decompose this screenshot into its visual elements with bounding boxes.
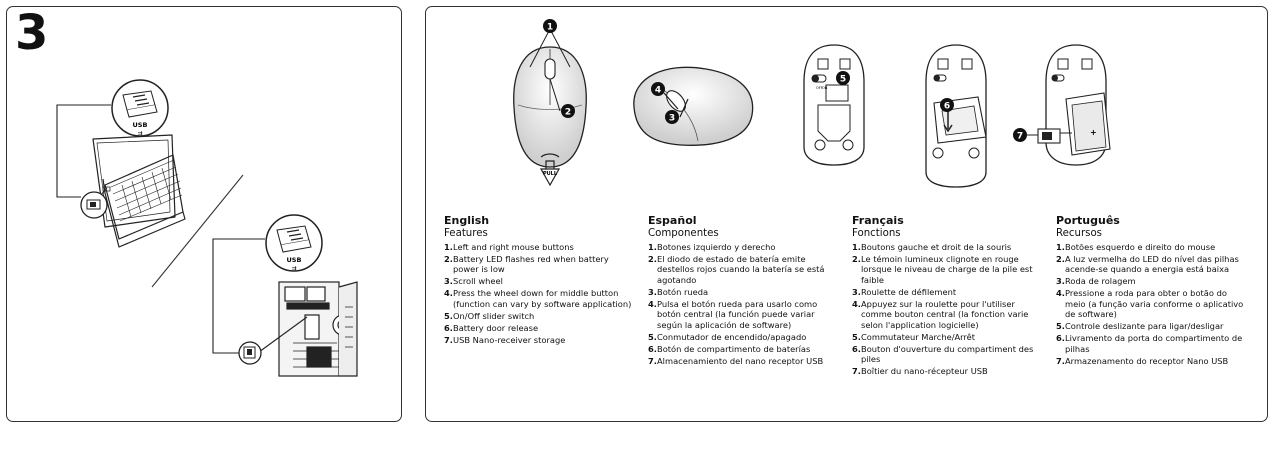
list-item: 5. Conmutador de encendido/apagado: [648, 331, 807, 342]
list-item: 2. Le témoin lumineux clignote en rouge lorsque le niveau de charge de la pile est faible: [852, 254, 1033, 285]
list-item: 1. Botões esquerdo e direito do mouse: [1056, 242, 1216, 252]
usb-trident-icon: ⇉: [137, 130, 143, 137]
language-title: English: [444, 214, 490, 227]
list-item: 1. Boutons gauche et droit de la souris: [852, 242, 1012, 252]
feature-list: [648, 242, 838, 366]
section-title: Componentes: [648, 228, 719, 239]
usb-label-2: USB: [286, 256, 302, 264]
list-item: 3. Botón rueda: [648, 286, 709, 297]
feature-list: [852, 242, 1042, 376]
pull-label: PULL: [542, 171, 558, 177]
list-item: 1. Botones izquierdo y derecho: [648, 242, 776, 252]
spanish-column: [648, 214, 838, 368]
list-item: 6. Bouton d'ouverture du compartiment des piles: [852, 343, 1034, 365]
step-3-panel: [6, 6, 402, 422]
list-item: 2. El diodo de estado de batería emite destellos rojos cuando la batería se está agotando: [648, 254, 825, 285]
battery-plus-icon: +: [1090, 128, 1097, 137]
list-item: 5. Controle deslizante para ligar/desligar: [1056, 321, 1224, 332]
step-number: 3: [15, 5, 48, 61]
list-item: 5. On/Off slider switch: [444, 310, 535, 321]
list-item: 4. Pulsa el botón rueda para usarlo como botón central (la función puede variar según la aplicación de software): [648, 298, 818, 330]
language-title: Português: [1056, 214, 1120, 227]
mouse-diagrams: [426, 7, 1269, 207]
list-item: 4. Pressione a roda para obter o botão do meio (a função varia conforme o aplicativo de software): [1056, 288, 1244, 320]
callout-4: 4: [654, 85, 662, 96]
callout-3: 3: [668, 113, 676, 124]
callout-7: 7: [1016, 131, 1024, 142]
list-item: 6. Battery door release: [444, 322, 539, 333]
list-item: 4. Appuyez sur la roulette pour l'utiliser comme bouton central (la fonction varie selon l'application logicielle): [852, 298, 1029, 330]
list-item: 1. Left and right mouse buttons: [444, 242, 574, 252]
feature-list: [444, 242, 634, 345]
mouse-bottom-view-receiver-storage: [1013, 45, 1110, 165]
features-panel: [425, 6, 1268, 422]
callout-6: 6: [943, 101, 951, 112]
laptop-illustration: [7, 7, 403, 423]
list-item: 6. Livramento da porta do compartimento de pilhas: [1056, 333, 1243, 354]
switch-on-label: ON: [822, 86, 828, 90]
french-column: [852, 214, 1042, 378]
callout-1: 1: [546, 22, 554, 33]
list-item: 7. Boîtier du nano-récepteur USB: [852, 366, 988, 377]
list-item: 2. A luz vermelha do LED do nível das pilhas acende-se quando a energia está baixa: [1056, 254, 1239, 275]
portuguese-column: [1056, 214, 1246, 368]
mouse-bottom-view-switch: [804, 45, 864, 165]
list-item: 3. Roulette de défilement: [852, 286, 957, 297]
mouse-top-view: [514, 19, 587, 185]
list-item: 2. Battery LED flashes red when battery power is low: [444, 254, 609, 275]
list-item: 4. Press the wheel down for middle button (function can vary by software application): [444, 288, 632, 309]
list-item: 7. USB Nano-receiver storage: [444, 334, 566, 345]
list-item: 6. Botón de compartimento de baterías: [648, 343, 811, 354]
list-item: 7. Almacenamiento del nano receptor USB: [648, 355, 824, 366]
mouse-bottom-view-door-release: [926, 45, 986, 187]
section-title: Recursos: [1056, 228, 1102, 239]
language-title: Français: [852, 214, 904, 227]
usb-trident-icon: ⇉: [291, 265, 297, 272]
mouse-angled-view: [634, 67, 753, 145]
section-title: Features: [444, 228, 488, 239]
list-item: 3. Scroll wheel: [444, 276, 503, 287]
english-column: [444, 214, 634, 347]
callout-2: 2: [564, 107, 572, 118]
usb-label-1: USB: [132, 121, 148, 129]
list-item: 3. Roda de rolagem: [1056, 276, 1136, 287]
list-item: 5. Commutateur Marche/Arrêt: [852, 331, 976, 342]
switch-off-label: OFF: [816, 86, 823, 90]
callout-5: 5: [839, 74, 847, 85]
section-title: Fonctions: [852, 228, 901, 239]
language-title: Español: [648, 214, 697, 227]
list-item: 7. Armazenamento do receptor Nano USB: [1056, 355, 1229, 366]
feature-list: [1056, 242, 1246, 366]
